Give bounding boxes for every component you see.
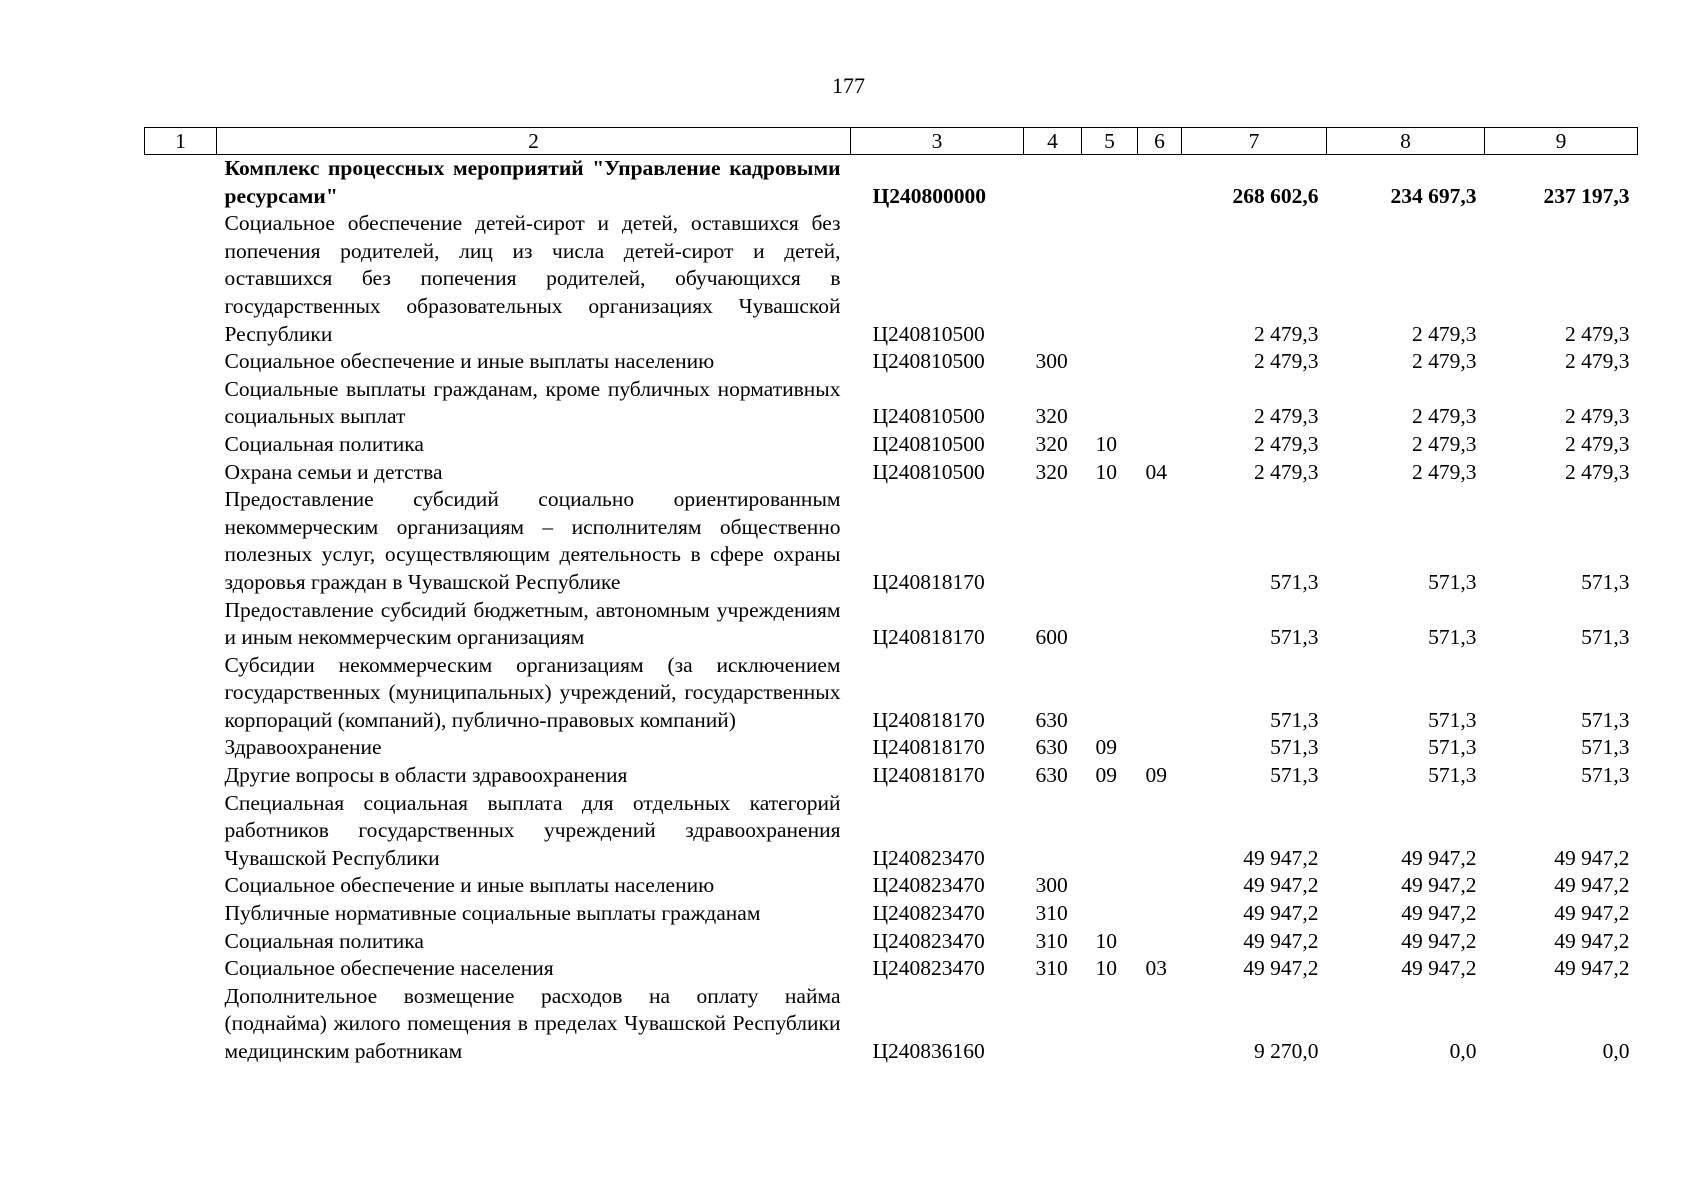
table-row (145, 459, 1638, 487)
amount-col-9: 2 479,3 (1565, 349, 1630, 374)
subsection-code (1138, 348, 1182, 376)
header-cell: 2 (217, 128, 851, 155)
expense-group: 310 (1035, 956, 1068, 981)
amount-col-7: 2 479,3 (1254, 349, 1319, 374)
target-code: Ц240836160 (872, 1039, 985, 1063)
subsection-code (1138, 376, 1182, 431)
table-row (145, 652, 1638, 735)
empty-cell (145, 652, 217, 735)
empty-cell (145, 348, 217, 376)
table-row (145, 155, 1638, 211)
amount-col-9: 237 197,3 (1543, 183, 1630, 208)
item-name: Охрана семьи и детства (224, 459, 443, 484)
amount-col-8: 571,3 (1428, 569, 1477, 594)
amount-col-7: 268 602,6 (1232, 183, 1319, 208)
empty-cell (145, 955, 217, 983)
table-row (145, 762, 1638, 790)
item-name: Социальное обеспечение населения (224, 956, 554, 981)
amount-col-7: 571,3 (1270, 707, 1319, 732)
table-row (145, 872, 1638, 900)
amount-col-9: 49 947,2 (1554, 956, 1630, 981)
table-row (145, 348, 1638, 376)
target-code: Ц240818170 (872, 569, 985, 594)
target-code: Ц240810500 (872, 349, 985, 374)
table-row (145, 376, 1638, 431)
expense-group (1024, 983, 1082, 1066)
amount-col-7: 2 479,3 (1254, 404, 1319, 429)
amount-col-9: 49 947,2 (1554, 928, 1630, 953)
amount-col-8: 49 947,2 (1401, 956, 1477, 981)
amount-col-9: 49 947,2 (1554, 901, 1630, 926)
header-cell: 7 (1182, 128, 1327, 155)
subsection-code: 04 (1145, 459, 1167, 484)
section-code: 09 (1095, 735, 1117, 760)
section-code (1082, 900, 1138, 928)
header-row (145, 128, 1638, 155)
table-row (145, 431, 1638, 459)
amount-col-8: 49 947,2 (1401, 928, 1477, 953)
amount-col-9: 571,3 (1581, 569, 1630, 594)
amount-col-8: 571,3 (1428, 625, 1477, 650)
empty-cell (145, 431, 217, 459)
target-code: Ц240818170 (872, 625, 985, 650)
amount-col-8: 0,0 (1449, 1039, 1477, 1063)
target-code: Ц240810500 (872, 321, 985, 346)
header-cell: 4 (1024, 128, 1082, 155)
section-code: 09 (1095, 763, 1117, 788)
header-cell: 8 (1327, 128, 1485, 155)
amount-col-8: 571,3 (1428, 735, 1477, 760)
item-name: Предоставление субсидий бюджетным, автономным учреждениям и иным некоммерческим организациям (224, 597, 841, 650)
header-cell: 3 (851, 128, 1024, 155)
section-code: 10 (1095, 431, 1117, 456)
target-code: Ц240823470 (872, 928, 985, 953)
expense-group: 320 (1035, 404, 1068, 429)
subsection-code (1138, 928, 1182, 956)
section-code (1082, 348, 1138, 376)
target-code: Ц240818170 (872, 763, 985, 788)
subsection-code (1138, 431, 1182, 459)
item-name: Социальное обеспечение и иные выплаты населению (224, 349, 715, 374)
item-name: Публичные нормативные социальные выплаты гражданам (224, 901, 761, 926)
empty-cell (145, 762, 217, 790)
page-number: 177 (832, 73, 865, 98)
amount-col-9: 571,3 (1581, 763, 1630, 788)
amount-col-7: 9 270,0 (1254, 1039, 1319, 1063)
amount-col-9: 2 479,3 (1565, 431, 1630, 456)
item-name: Другие вопросы в области здравоохранения (224, 763, 628, 788)
target-code: Ц240823470 (872, 845, 985, 870)
amount-col-8: 571,3 (1428, 707, 1477, 732)
item-name: Социальное обеспечение детей-сирот и детей, оставшихся без попечения родителей, лиц из числа детей-сирот и детей, оставшихся без попечения родителей, обучающихся в государственных образовательных организациях Чувашской Республики (224, 211, 841, 346)
amount-col-9: 49 947,2 (1554, 873, 1630, 898)
amount-col-9: 2 479,3 (1565, 321, 1630, 346)
section-code: 10 (1095, 459, 1117, 484)
amount-col-7: 49 947,2 (1243, 928, 1319, 953)
amount-col-8: 234 697,3 (1390, 183, 1477, 208)
section-code (1082, 983, 1138, 1066)
target-code: Ц240810500 (872, 459, 985, 484)
item-name: Дополнительное возмещение расходов на оплату найма (поднайма) жилого помещения в пределах Чувашской Республики медицинским работникам (224, 983, 841, 1063)
budget-table (144, 127, 1638, 1066)
amount-col-9: 49 947,2 (1554, 845, 1630, 870)
expense-group: 630 (1035, 735, 1068, 760)
expense-group: 310 (1035, 901, 1068, 926)
amount-col-7: 49 947,2 (1243, 845, 1319, 870)
subsection-code (1138, 790, 1182, 873)
empty-cell (145, 790, 217, 873)
amount-col-8: 2 479,3 (1412, 321, 1477, 346)
subsection-code (1138, 734, 1182, 762)
empty-cell (145, 486, 217, 596)
section-code (1082, 597, 1138, 652)
section-code (1082, 376, 1138, 431)
empty-cell (145, 210, 217, 348)
section-code (1082, 155, 1138, 211)
expense-group: 300 (1035, 873, 1068, 898)
table-row (145, 790, 1638, 873)
table-body (145, 155, 1638, 1066)
table-row (145, 900, 1638, 928)
section-code (1082, 486, 1138, 596)
amount-col-8: 2 479,3 (1412, 404, 1477, 429)
expense-group: 300 (1035, 349, 1068, 374)
expense-group: 320 (1035, 459, 1068, 484)
item-name: Предоставление субсидий социально ориентированным некоммерческим организациям – исполнителям общественно полезных услуг, осуществляющим деятельность в сфере охраны здоровья граждан в Чувашской Республике (224, 487, 841, 594)
amount-col-7: 49 947,2 (1243, 901, 1319, 926)
amount-col-9: 2 479,3 (1565, 404, 1630, 429)
expense-group: 600 (1035, 625, 1068, 650)
subsection-code (1138, 900, 1182, 928)
table-row (145, 928, 1638, 956)
target-code: Ц240818170 (872, 707, 985, 732)
amount-col-9: 571,3 (1581, 707, 1630, 732)
amount-col-8: 2 479,3 (1412, 349, 1477, 374)
amount-col-8: 571,3 (1428, 763, 1477, 788)
amount-col-7: 49 947,2 (1243, 873, 1319, 898)
amount-col-7: 571,3 (1270, 735, 1319, 760)
amount-col-7: 571,3 (1270, 763, 1319, 788)
empty-cell (145, 872, 217, 900)
empty-cell (145, 376, 217, 431)
expense-group: 320 (1035, 431, 1068, 456)
amount-col-9: 0,0 (1602, 1039, 1630, 1063)
item-name: Комплекс процессных мероприятий "Управление кадровыми ресурсами" (224, 156, 841, 208)
item-name: Специальная социальная выплата для отдельных категорий работников государственных учреждений здравоохранения Чувашской Республики (224, 790, 841, 870)
subsection-code (1138, 652, 1182, 735)
item-name: Социальная политика (224, 431, 424, 456)
subsection-code (1138, 597, 1182, 652)
item-name: Здравоохранение (224, 735, 382, 760)
expense-group (1024, 790, 1082, 873)
amount-col-7: 571,3 (1270, 569, 1319, 594)
item-name: Социальное обеспечение и иные выплаты населению (224, 873, 715, 898)
amount-col-7: 2 479,3 (1254, 431, 1319, 456)
amount-col-8: 49 947,2 (1401, 845, 1477, 870)
expense-group: 310 (1035, 928, 1068, 953)
section-code: 10 (1095, 956, 1117, 981)
target-code: Ц240818170 (872, 735, 985, 760)
empty-cell (145, 983, 217, 1066)
amount-col-9: 571,3 (1581, 625, 1630, 650)
expense-group (1024, 486, 1082, 596)
table-row (145, 734, 1638, 762)
amount-col-7: 2 479,3 (1254, 459, 1319, 484)
subsection-code (1138, 872, 1182, 900)
expense-group: 630 (1035, 763, 1068, 788)
section-code (1082, 210, 1138, 348)
subsection-code (1138, 210, 1182, 348)
header-cell: 6 (1138, 128, 1182, 155)
table-row (145, 210, 1638, 348)
target-code: Ц240823470 (872, 901, 985, 926)
target-code: Ц240810500 (872, 404, 985, 429)
table-row (145, 597, 1638, 652)
subsection-code (1138, 486, 1182, 596)
empty-cell (145, 734, 217, 762)
item-name: Субсидии некоммерческим организациям (за исключением государственных (муниципальных) учреждений, государственных корпораций (компаний), публично-правовых компаний) (224, 652, 841, 732)
empty-cell (145, 155, 217, 211)
item-name: Социальная политика (224, 928, 424, 953)
section-code (1082, 790, 1138, 873)
section-code (1082, 652, 1138, 735)
item-name: Социальные выплаты гражданам, кроме публичных нормативных социальных выплат (224, 376, 841, 429)
header-cell: 1 (145, 128, 217, 155)
target-code: Ц240800000 (872, 183, 986, 208)
empty-cell (145, 928, 217, 956)
amount-col-9: 2 479,3 (1565, 459, 1630, 484)
subsection-code (1138, 155, 1182, 211)
subsection-code (1138, 983, 1182, 1066)
amount-col-8: 49 947,2 (1401, 873, 1477, 898)
target-code: Ц240823470 (872, 956, 985, 981)
table-row (145, 955, 1638, 983)
expense-group (1024, 210, 1082, 348)
amount-col-8: 2 479,3 (1412, 459, 1477, 484)
empty-cell (145, 597, 217, 652)
header-cell: 5 (1082, 128, 1138, 155)
table-row (145, 983, 1638, 1066)
amount-col-8: 2 479,3 (1412, 431, 1477, 456)
target-code: Ц240810500 (872, 431, 985, 456)
amount-col-8: 49 947,2 (1401, 901, 1477, 926)
target-code: Ц240823470 (872, 873, 985, 898)
table-row (145, 486, 1638, 596)
empty-cell (145, 900, 217, 928)
expense-group (1024, 155, 1082, 211)
amount-col-7: 2 479,3 (1254, 321, 1319, 346)
header-cell: 9 (1485, 128, 1638, 155)
subsection-code: 03 (1145, 956, 1167, 981)
amount-col-9: 571,3 (1581, 735, 1630, 760)
expense-group: 630 (1035, 707, 1068, 732)
section-code (1082, 872, 1138, 900)
amount-col-7: 571,3 (1270, 625, 1319, 650)
amount-col-7: 49 947,2 (1243, 956, 1319, 981)
subsection-code: 09 (1145, 763, 1167, 788)
section-code: 10 (1095, 928, 1117, 953)
empty-cell (145, 459, 217, 487)
